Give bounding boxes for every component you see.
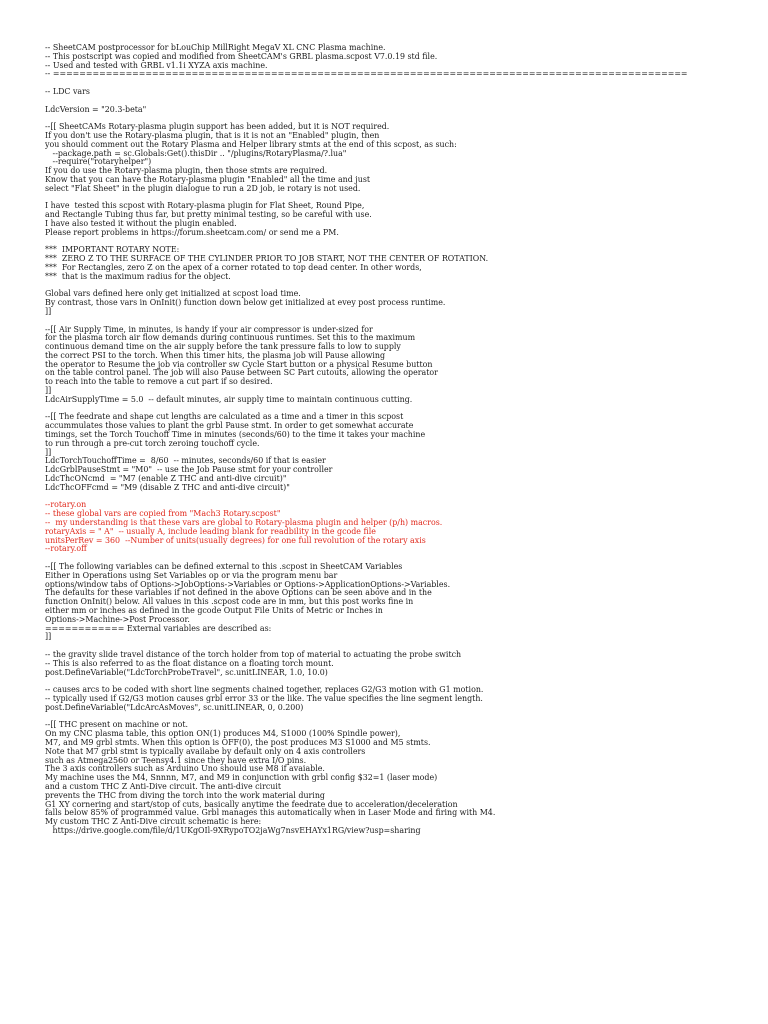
code-line: ============ External variables are described as: bbox=[45, 623, 272, 633]
document-text-block bbox=[45, 44, 760, 836]
code-line: If you don't use the Rotary-plasma plugin, that is it is not an "Enabled" plugin, then bbox=[45, 130, 380, 140]
code-line: -- ================================================================================================ bbox=[45, 69, 688, 79]
code-line: *** ZERO Z TO THE SURFACE OF THE CYLINDER PRIOR TO JOB START, NOT THE CENTER OF ROTATION. bbox=[45, 254, 489, 264]
code-line: Note that M7 grbl stmt is typically availabe by default only on 4 axis controllers bbox=[45, 746, 366, 756]
code-line: My custom THC Z Anti-Dive circuit schematic is here: bbox=[45, 817, 262, 827]
code-line: the operator to Resume the job via controller sw Cycle Start button or a physical Resume button bbox=[45, 359, 433, 369]
code-line-highlighted: --rotary.on bbox=[45, 500, 87, 510]
code-line: G1 XY cornering and start/stop of cuts, basically anytime the feedrate due to acceleration/deceleration bbox=[45, 799, 458, 809]
code-line: and Rectangle Tubing thus far, but pretty minimal testing, so be careful with use. bbox=[45, 210, 372, 220]
code-line-highlighted: unitsPerRev = 360 --Number of units(usually degrees) for one full revolution of the rotary axis bbox=[45, 535, 426, 545]
code-line: ]] bbox=[45, 386, 52, 396]
code-line: post.DefineVariable("LdcArcAsMoves", sc.unitLINEAR, 0, 0.200) bbox=[45, 702, 304, 712]
code-line: I have tested this scpost with Rotary-plasma plugin for Flat Sheet, Round Pipe, bbox=[45, 201, 365, 211]
code-line-highlighted: --rotary.off bbox=[45, 544, 87, 554]
code-line: Please report problems in https://forum.sheetcam.com/ or send me a PM. bbox=[45, 227, 339, 237]
code-line: https://drive.google.com/file/d/1UKgOIl-9XRypoTO2jaWg7nsvEHAYx1RG/view?usp=sharing bbox=[45, 825, 421, 835]
code-line: and a custom THC Z Anti-Dive circuit. The anti-dive circuit bbox=[45, 781, 282, 791]
code-line: --[[ The feedrate and shape cut lengths are calculated as a time and a timer in this scpost bbox=[45, 412, 404, 422]
code-line: --[[ Air Supply Time, in minutes, is handy if your air compressor is under-sized for bbox=[45, 324, 373, 334]
code-line: Options->Machine->Post Processor. bbox=[45, 614, 190, 624]
code-line: My machine uses the M4, Snnnn, M7, and M9 in conjunction with grbl config $32=1 (laser mode) bbox=[45, 773, 438, 783]
code-line: either mm or inches as defined in the gcode Output File Units of Metric or Inches in bbox=[45, 606, 383, 615]
code-line: function OnInit() below. All values in this .scpost code are in mm, but this post works fine in bbox=[45, 597, 414, 607]
code-line: options/window tabs of Options->JobOptions->Variables or Options->ApplicationOptions->Variables. bbox=[45, 579, 451, 589]
code-line: to reach into the table to remove a cut part if so desired. bbox=[45, 377, 273, 387]
code-line: -- Used and tested with GRBL v1.1i XYZA axis machine. bbox=[45, 60, 268, 70]
code-line bbox=[45, 79, 760, 88]
code-line-highlighted: -- these global vars are copied from "Mach3 Rotary.scpost" bbox=[45, 509, 281, 519]
code-line: -- This postscript was copied and modified from SheetCAM's GRBL plasma.scpost V7.0.19 std file. bbox=[45, 51, 438, 61]
code-line: --[[ The following variables can be defined external to this .scpost in SheetCAM Variables bbox=[45, 562, 403, 572]
code-line: you should comment out the Rotary Plasma and Helper library stmts at the end of this scpost, as such: bbox=[45, 139, 457, 149]
code-line-highlighted: -- my understanding is that these vars are global to Rotary-plasma plugin and helper (p/h) macros. bbox=[45, 518, 443, 528]
code-line: LdcAirSupplyTime = 5.0 -- default minutes, air supply time to maintain continuous cutting. bbox=[45, 394, 413, 404]
code-line: -- SheetCAM postprocessor for bLouChip MillRight MegaV XL CNC Plasma machine. bbox=[45, 43, 386, 52]
code-line-highlighted: rotaryAxis = " A" -- usually A, include leading blank for readbility in the gcode file bbox=[45, 526, 376, 536]
code-line: falls below 85% of programmed value. Grbl manages this automatically when in Laser Mode and firing with M4. bbox=[45, 808, 496, 818]
code-line: If you do use the Rotary-plasma plugin, then those stmts are required. bbox=[45, 166, 328, 176]
code-line: Global vars defined here only get initialized at scpost load time. bbox=[45, 289, 301, 299]
code-line: LdcThcOFFcmd = "M9 (disable Z THC and anti-dive circuit)" bbox=[45, 482, 290, 492]
code-line: LdcThcONcmd = "M7 (enable Z THC and anti-dive circuit)" bbox=[45, 474, 287, 484]
code-line: --require("rotaryhelper") bbox=[45, 157, 152, 167]
code-line: Either in Operations using Set Variables op or via the program menu bar bbox=[45, 570, 338, 580]
code-line: Know that you can have the Rotary-plasma plugin "Enabled" all the time and just bbox=[45, 174, 371, 184]
code-line: the correct PSI to the torch. When this timer hits, the plasma job will Pause allowing bbox=[45, 350, 386, 360]
code-line: M7, and M9 grbl stmts. When this option is OFF(0), the post produces M3 S1000 and M5 stmts. bbox=[45, 737, 431, 747]
code-line: on the table control panel. The job will also Pause between SC Part cutouts, allowing the operator bbox=[45, 368, 438, 378]
code-line: -- typically used if G2/G3 motion causes grbl error 33 or the like. The value specifies the line segment length. bbox=[45, 693, 483, 703]
code-line: select "Flat Sheet" in the plugin dialogue to run a 2D job, ie rotary is not used. bbox=[45, 183, 361, 193]
code-line: The defaults for these variables if not defined in the above Options can be seen above and in the bbox=[45, 588, 432, 598]
code-line: ]] bbox=[45, 632, 52, 642]
code-line: to run through a pre-cut torch zeroing touchoff cycle. bbox=[45, 438, 260, 448]
code-line: -- causes arcs to be coded with short line segments chained together, replaces G2/G3 motion with G1 motion. bbox=[45, 685, 484, 695]
code-line: --[[ SheetCAMs Rotary-plasma plugin support has been added, but it is NOT required. bbox=[45, 122, 390, 132]
code-line: I have also tested it without the plugin enabled. bbox=[45, 218, 237, 228]
code-line: prevents the THC from diving the torch into the work material during bbox=[45, 790, 325, 800]
code-line: *** IMPORTANT ROTARY NOTE: bbox=[45, 245, 180, 255]
code-line: *** For Rectangles, zero Z on the apex of a corner rotated to top dead center. In other words, bbox=[45, 262, 422, 272]
code-line bbox=[45, 97, 760, 106]
code-line: accummulates those values to plant the grbl Pause stmt. In order to get somewhat accurate bbox=[45, 421, 414, 431]
code-line: --package.path = sc.Globals:Get().thisDir .. "/plugins/RotaryPlasma/?.lua" bbox=[45, 148, 347, 158]
code-line: --[[ THC present on machine or not. bbox=[45, 720, 189, 730]
code-line: On my CNC plasma table, this option ON(1) produces M4, S1000 (100% Spindle power), bbox=[45, 729, 401, 739]
code-line: LdcTorchTouchoffTime = 8/60 -- minutes, seconds/60 if that is easier bbox=[45, 456, 326, 466]
code-line: -- the gravity slide travel distance of the torch holder from top of material to actuating the probe switch bbox=[45, 649, 462, 659]
code-line: The 3 axis controllers such as Arduino Uno should use M8 if avaiable. bbox=[45, 764, 325, 774]
code-line: By contrast, those vars in OnInit() function down below get initialized at evey post process runtime. bbox=[45, 298, 446, 308]
code-line: such as Atmega2560 or Teensy4.1 since they have extra I/O pins. bbox=[45, 755, 307, 765]
code-line: -- This is also referred to as the float distance on a floating torch mount. bbox=[45, 658, 334, 668]
code-line: timings, set the Torch Touchoff Time in minutes (seconds/60) to the time it takes your machine bbox=[45, 430, 426, 440]
code-line: -- LDC vars bbox=[45, 86, 90, 96]
code-line: *** that is the maximum radius for the object. bbox=[45, 271, 231, 281]
code-line: ]] bbox=[45, 447, 52, 457]
code-line: for the plasma torch air flow demands during continuous runtimes. Set this to the maximum bbox=[45, 333, 416, 343]
code-line bbox=[45, 493, 760, 502]
code-line: post.DefineVariable("LdcTorchProbeTravel", sc.unitLINEAR, 1.0, 10.0) bbox=[45, 667, 328, 677]
code-line: LdcGrblPauseStmt = "M0" -- use the Job Pause stmt for your controller bbox=[45, 465, 333, 475]
code-line: LdcVersion = "20.3-beta" bbox=[45, 104, 147, 114]
code-line: continuous demand time on the air supply before the tank pressure falls to low to supply bbox=[45, 342, 401, 352]
code-line: ]] bbox=[45, 306, 52, 316]
